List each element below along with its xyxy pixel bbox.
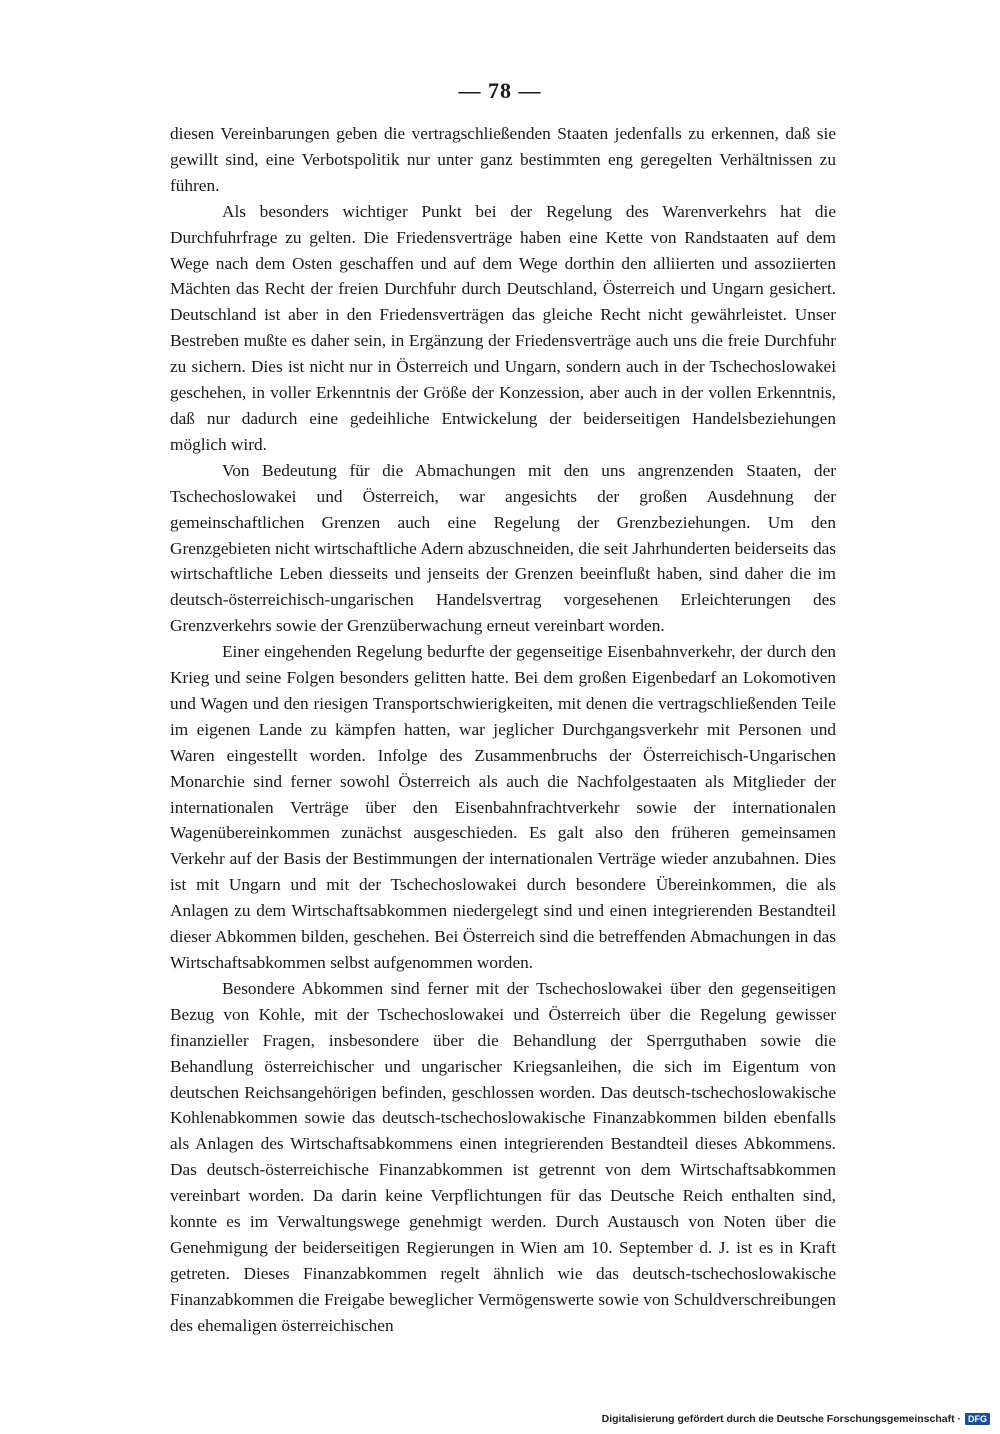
paragraph: diesen Vereinbarungen geben die vertragschließenden Staaten jedenfalls zu erkennen, daß sie gewillt sind, eine Verbotspolitik nur unter ganz bestimmten eng geregelten Verhältnissen zu führen. xyxy=(170,124,836,195)
digitization-credit xyxy=(602,1413,990,1425)
page-number: — 78 — xyxy=(458,78,542,103)
body-text xyxy=(170,121,836,1339)
paragraph: Als besonders wichtiger Punkt bei der Regelung des Warenverkehrs hat die Durchfuhrfrage zu gelten. Die Friedensverträge haben eine Kette von Randstaaten auf dem Wege nach dem Osten geschaffen und auf dem Wege dorthin den alliierten und assoziierten Mächten das Recht der freien Durchfuhr durch Deutschland, Österreich und Ungarn gesichert. Deutschland ist aber in den Friedensverträgen das gleiche Recht nicht gewährleistet. Unser Bestreben mußte es daher sein, in Ergänzung der Friedensverträge auch uns die freie Durchfuhr zu sichern. Dies ist nicht nur in Österreich und Ungarn, sondern auch in der Tschechoslowakei geschehen, in voller Erkenntnis der Größe der Konzession, aber auch in der vollen Erkenntnis, daß nur dadurch eine gedeihliche Entwickelung der beiderseitigen Handelsbeziehungen möglich wird. xyxy=(170,201,836,454)
paragraph: Von Bedeutung für die Abmachungen mit den uns angrenzenden Staaten, der Tschechoslowakei und Österreich, war angesichts der großen Ausdehnung der gemeinschaftlichen Grenzen auch eine Regelung der Grenzbeziehungen. Um den Grenzgebieten nicht wirtschaftliche Adern abzuschneiden, die seit Jahrhunderten beiderseits das wirtschaftliche Leben diesseits und jenseits der Grenzen beeinflußt haben, sind daher die im deutsch-österreichisch-ungarischen Handelsvertrag vorgesehenen Erleichterungen des Grenzverkehrs sowie der Grenzüberwachung erneut vereinbart worden. xyxy=(170,460,836,636)
dfg-logo: DFG xyxy=(965,1413,990,1425)
paragraph: Einer eingehenden Regelung bedurfte der gegenseitige Eisenbahnverkehr, der durch den Krieg und seine Folgen besonders gelitten hatte. Bei dem großen Eigenbedarf an Lokomotiven und Wagen und den riesigen Transportschwierigkeiten, mit denen die vertragschließenden Teile im eigenen Lande zu kämpfen hatten, war jeglicher Durchgangsverkehr mit Personen und Waren eingestellt worden. Infolge des Zusammenbruchs der Österreichisch-Ungarischen Monarchie sind ferner sowohl Österreich als auch die Nachfolgestaaten als Mitglieder der internationalen Verträge über den Eisenbahnfrachtverkehr sowie der internationalen Wagenübereinkommen zunächst ausgeschieden. Es galt also den früheren gemeinsamen Verkehr auf der Basis der Bestimmungen der internationalen Verträge wieder anzubahnen. Dies ist mit Ungarn und mit der Tschechoslowakei durch besondere Übereinkommen, die als Anlagen zu dem Wirtschaftsabkommen niedergelegt sind und einen integrierenden Bestandteil dieser Abkommen bilden, geschehen. Bei Österreich sind die betreffenden Abmachungen in das Wirtschaftsabkommen selbst aufgenommen worden. xyxy=(170,642,836,972)
credit-text: Digitalisierung gefördert durch die Deutsche Forschungsgemeinschaft · xyxy=(601,1413,961,1425)
paragraph: Besondere Abkommen sind ferner mit der Tschechoslowakei über den gegenseitigen Bezug von Kohle, mit der Tschechoslowakei und Österreich über die Regelung gewisser finanzieller Fragen, insbesondere über die Behandlung der Sperrguthaben sowie die Behandlung österreichischer und ungarischer Kriegsanleihen, die sich im Eigentum von deutschen Reichsangehörigen befinden, geschlossen worden. Das deutsch-tschechoslowakische Kohlenabkommen sowie das deutsch-tschechoslowakische Finanzabkommen bilden ebenfalls als Anlagen des Wirtschaftsabkommens einen integrierenden Bestandteil dieses Abkommens. Das deutsch-österreichische Finanzabkommen ist getrennt von dem Wirtschaftsabkommen vereinbart worden. Da darin keine Verpflichtungen für das Deutsche Reich enthalten sind, konnte es im Verwaltungswege genehmigt werden. Durch Austausch von Noten über die Genehmigung der beiderseitigen Regierungen in Wien am 10. September d. J. ist es in Kraft getreten. Dieses Finanzabkommen regelt ähnlich wie das deutsch-tschechoslowakische Finanzabkommen die Freigabe beweglicher Vermögenswerte sowie von Schuldverschreibungen des ehemaligen österreichischen xyxy=(170,978,836,1335)
